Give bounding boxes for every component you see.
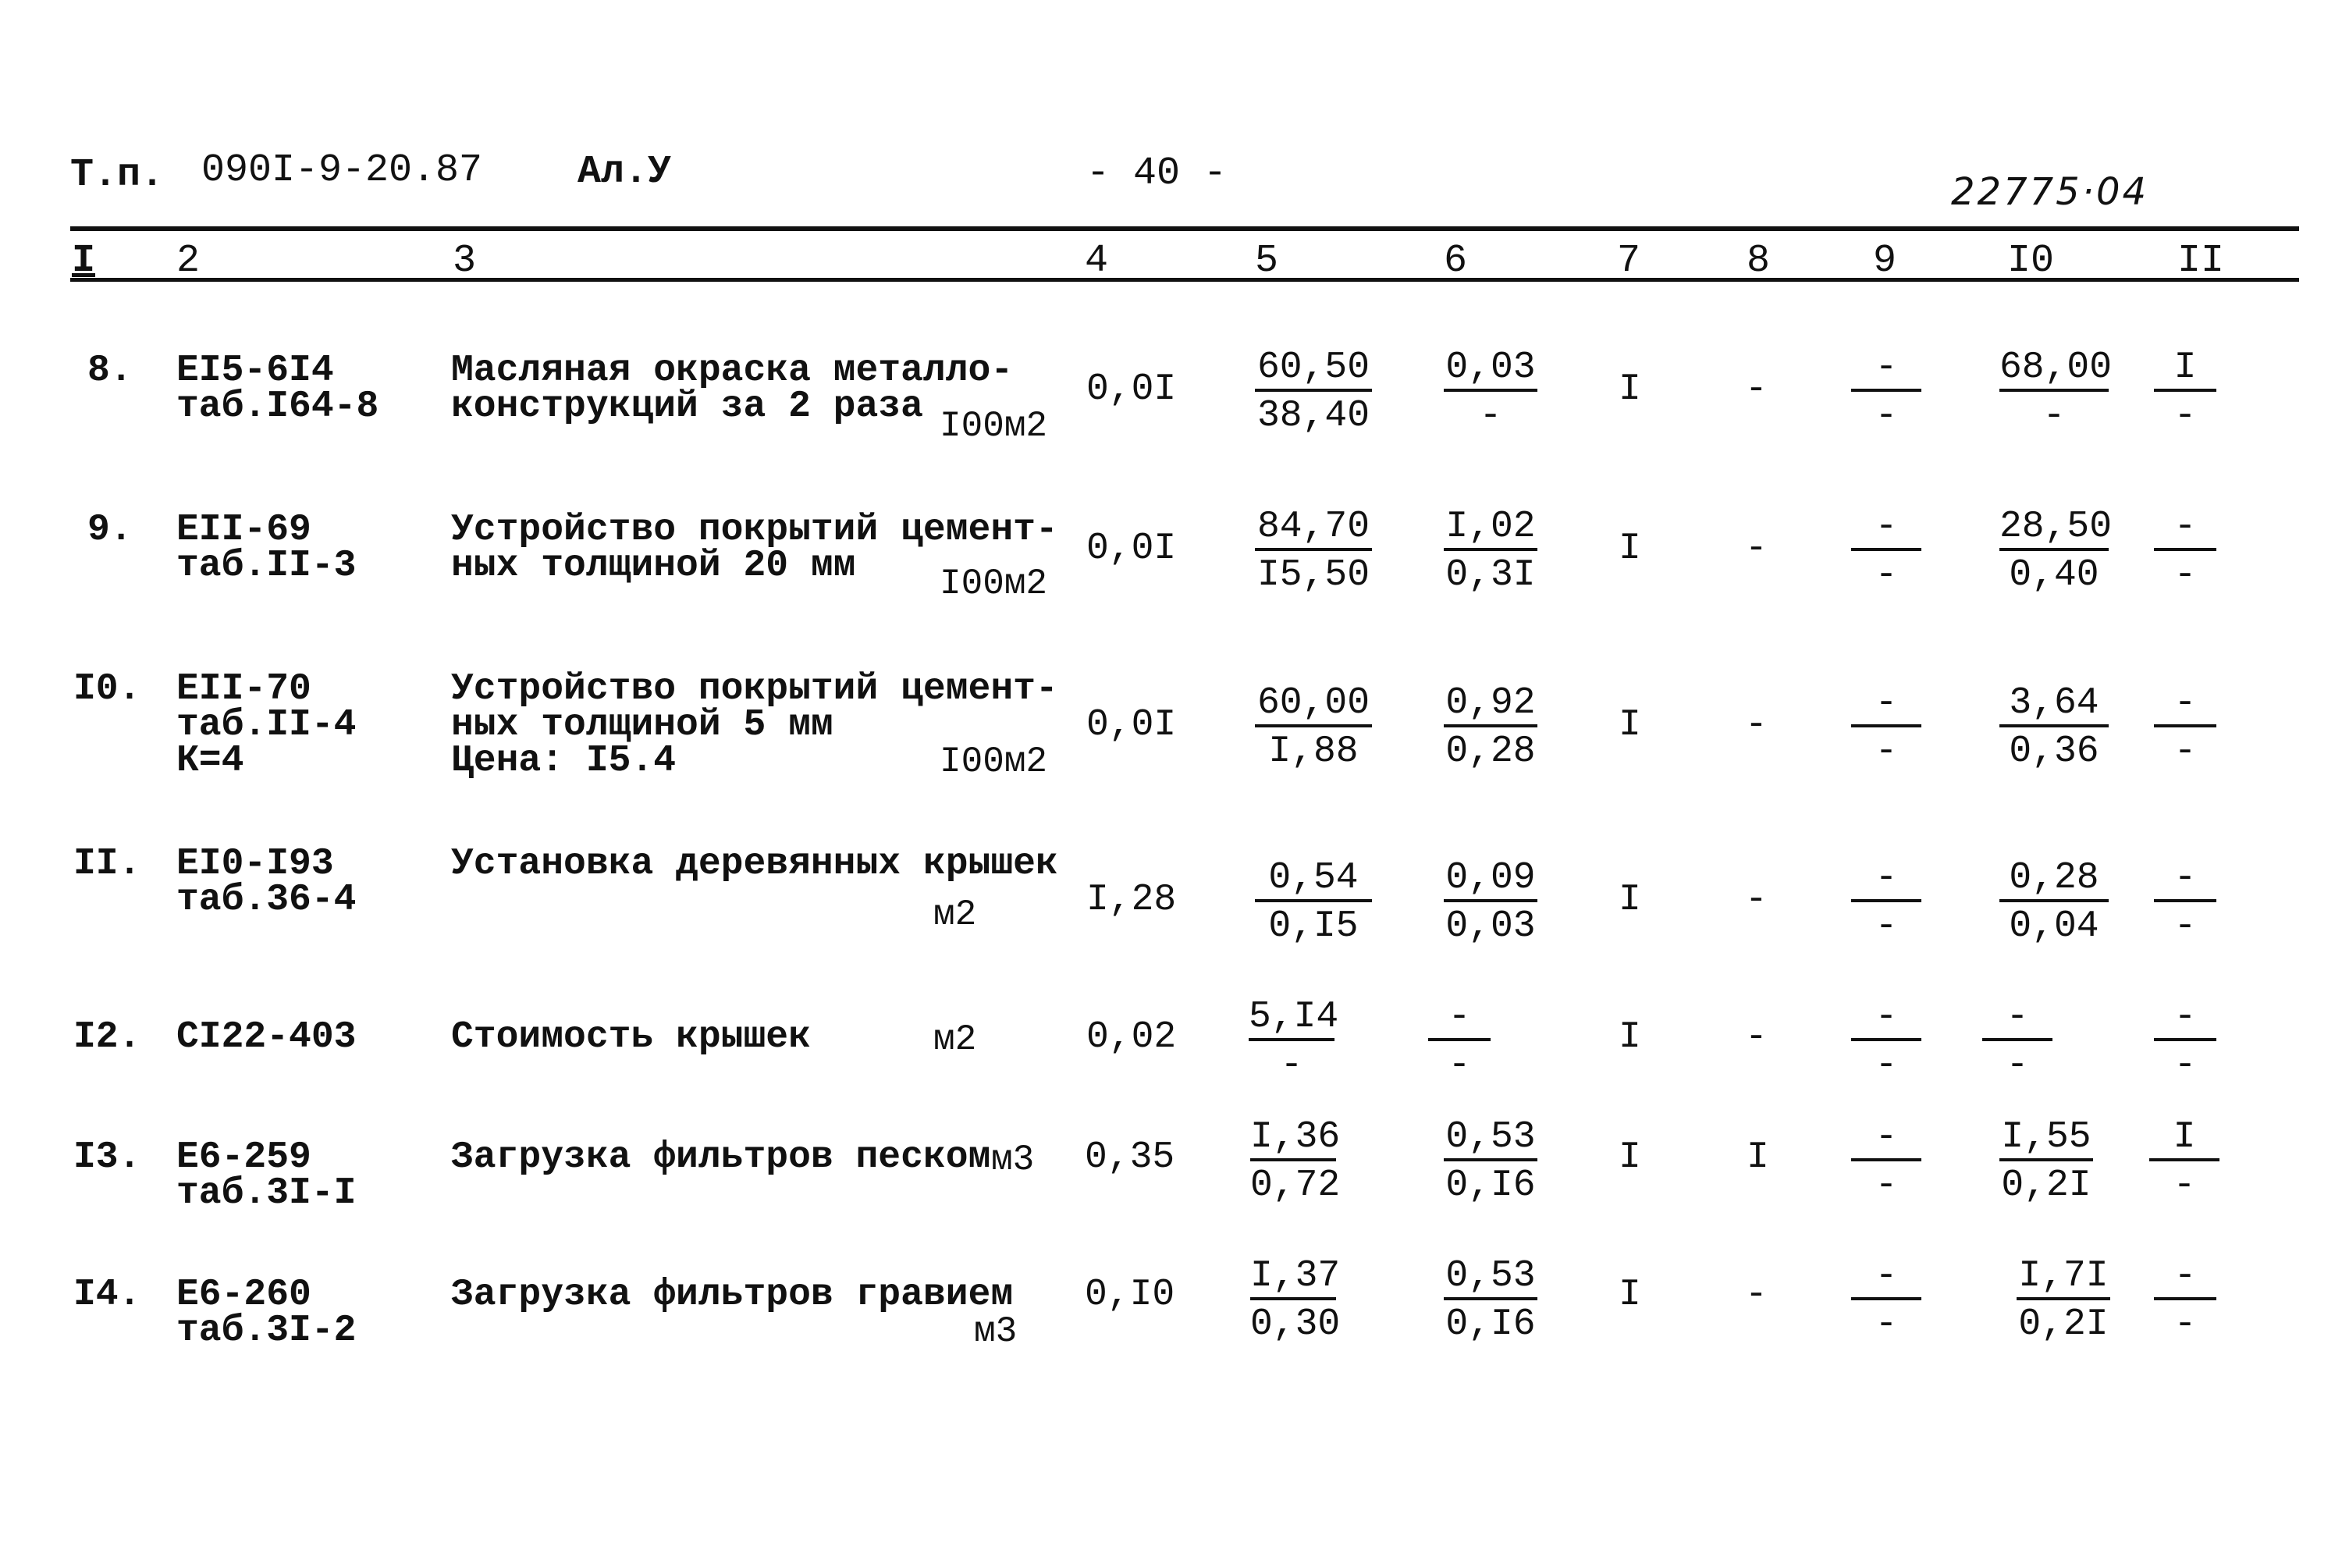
row-number: I3. [73, 1136, 141, 1179]
col10-fraction: 68,00 - [1999, 347, 2113, 437]
col11-fraction: - - [2154, 684, 2216, 771]
row-description: Стоимость крышек [451, 1016, 811, 1058]
col8-value: I [1747, 1136, 1769, 1179]
album-label: Ал.У [578, 150, 672, 194]
col6-fraction: I,02 0,3I [1444, 507, 1537, 595]
row-quantity: 0,35 [1085, 1136, 1175, 1179]
row-description: Устройство покрытий цемент- ных толщиной 20 мм [451, 509, 1058, 587]
row-unit: м3 [974, 1311, 1018, 1352]
col8-value: - [1745, 528, 1768, 570]
row-code: EI5-6I4 таб.I64-8 [176, 350, 379, 428]
col9-fraction: - - [1851, 1118, 1921, 1205]
stamp-number: 22775·04 [1951, 170, 2149, 214]
row-number: 8. [87, 350, 133, 392]
row-quantity: 0,0I [1086, 704, 1177, 746]
col6-fraction: 0,53 0,I6 [1444, 1257, 1537, 1344]
col-header-8: 8 [1747, 239, 1771, 283]
col-header-10: I0 [2007, 239, 2055, 283]
col7-value: I [1619, 528, 1641, 570]
col10-fraction: I,7I 0,2I [2017, 1257, 2110, 1344]
col11-fraction: - - [2154, 507, 2216, 595]
row-code: EI0-I93 таб.36-4 [176, 843, 357, 921]
col5-fraction: 60,00 I,88 [1255, 684, 1372, 771]
col11-fraction: - - [2154, 1257, 2216, 1344]
col9-fraction: - - [1851, 1257, 1921, 1344]
col-header-4: 4 [1085, 239, 1109, 283]
col11-fraction: I - [2154, 348, 2216, 436]
col10-fraction: 3,64 0,36 [1999, 684, 2109, 771]
row-unit: I00м2 [940, 406, 1048, 446]
table-top-rule [70, 226, 2299, 231]
col8-value: - [1745, 879, 1768, 921]
col-header-2: 2 [176, 239, 201, 283]
tp-label: Т.п. [70, 153, 165, 197]
col-header-7: 7 [1617, 239, 1641, 283]
col6-fraction: 0,92 0,28 [1444, 684, 1537, 771]
row-description: Установка деревянных крышек [451, 843, 1058, 885]
row-number: I4. [73, 1274, 141, 1316]
col11-fraction: I - [2149, 1118, 2219, 1205]
page-number: - 40 - [1086, 151, 1228, 196]
col6-fraction: 0,03 - [1444, 348, 1537, 436]
col7-value: I [1619, 879, 1641, 921]
row-quantity: 0,02 [1086, 1016, 1177, 1058]
row-number: I2. [73, 1016, 141, 1058]
col9-fraction: - - [1851, 507, 1921, 595]
row-number: 9. [87, 509, 133, 551]
row-unit: I00м2 [940, 564, 1048, 604]
col11-fraction: - - [2154, 997, 2216, 1085]
col5-fraction: 0,54 0,I5 [1255, 859, 1372, 946]
col9-fraction: - - [1851, 997, 1921, 1085]
col-header-11: II [2177, 239, 2225, 283]
col-header-1: I [72, 239, 96, 283]
col5-fraction: 84,70 I5,50 [1255, 507, 1372, 595]
col6-fraction: 0,53 0,I6 [1444, 1118, 1537, 1205]
row-quantity: 0,I0 [1085, 1274, 1175, 1316]
col6-fraction: - - [1428, 997, 1491, 1085]
col8-value: - [1745, 1274, 1768, 1316]
col8-value: - [1745, 368, 1768, 411]
col8-value: - [1745, 704, 1768, 746]
table-header-rule [70, 278, 2299, 282]
col6-fraction: 0,09 0,03 [1444, 859, 1537, 946]
col7-value: I [1619, 1016, 1641, 1058]
row-code: EII-69 таб.II-3 [176, 509, 357, 587]
col7-value: I [1619, 1274, 1641, 1316]
col10-fraction: 28,50 0,40 [1999, 506, 2113, 596]
project-code: 090I-9-20.87 [201, 148, 483, 193]
row-code: E6-260 таб.3I-2 [176, 1274, 357, 1352]
col-header-3: 3 [453, 239, 477, 283]
col5-fraction: I,36 0,72 [1250, 1116, 1341, 1207]
row-description: Масляная окраска металло- конструкций за 2 раза [451, 350, 1014, 428]
row-description: Устройство покрытий цемент- ных толщиной 5 мм Цена: I5.4 [451, 668, 1058, 782]
col-header-6: 6 [1444, 239, 1468, 283]
row-number: I0. [73, 668, 141, 710]
col7-value: I [1619, 368, 1641, 411]
col10-fraction: - - [1982, 997, 2052, 1085]
row-code: E6-259 таб.3I-I [176, 1136, 357, 1214]
col9-fraction: - - [1851, 859, 1921, 946]
row-number: II. [73, 843, 141, 885]
col7-value: I [1619, 1136, 1641, 1179]
col7-value: I [1619, 704, 1641, 746]
row-quantity: 0,0I [1086, 368, 1177, 411]
col9-fraction: - - [1851, 684, 1921, 771]
col5-fraction: 5,I4 - [1249, 996, 1339, 1086]
col8-value: - [1745, 1016, 1768, 1058]
row-unit: м2 [933, 894, 977, 935]
row-quantity: 0,0I [1086, 528, 1177, 570]
row-description: Загрузка фильтров песком [451, 1136, 991, 1179]
col10-fraction: 0,28 0,04 [1999, 859, 2109, 946]
row-code: CI22-403 [176, 1016, 357, 1058]
col9-fraction: - - [1851, 348, 1921, 436]
col10-fraction: I,55 0,2I [1999, 1118, 2093, 1205]
row-description: Загрузка фильтров гравием [451, 1274, 1014, 1316]
row-unit: I00м2 [940, 741, 1048, 782]
row-quantity: I,28 [1086, 879, 1177, 921]
col-header-9: 9 [1873, 239, 1897, 283]
row-unit: м3 [991, 1140, 1035, 1180]
col5-fraction: 60,50 38,40 [1255, 348, 1372, 436]
col5-fraction: I,37 0,30 [1250, 1255, 1341, 1346]
col11-fraction: - - [2154, 859, 2216, 946]
row-unit: м2 [933, 1019, 977, 1060]
row-code: EII-70 таб.II-4 К=4 [176, 668, 357, 782]
col-header-5: 5 [1255, 239, 1279, 283]
